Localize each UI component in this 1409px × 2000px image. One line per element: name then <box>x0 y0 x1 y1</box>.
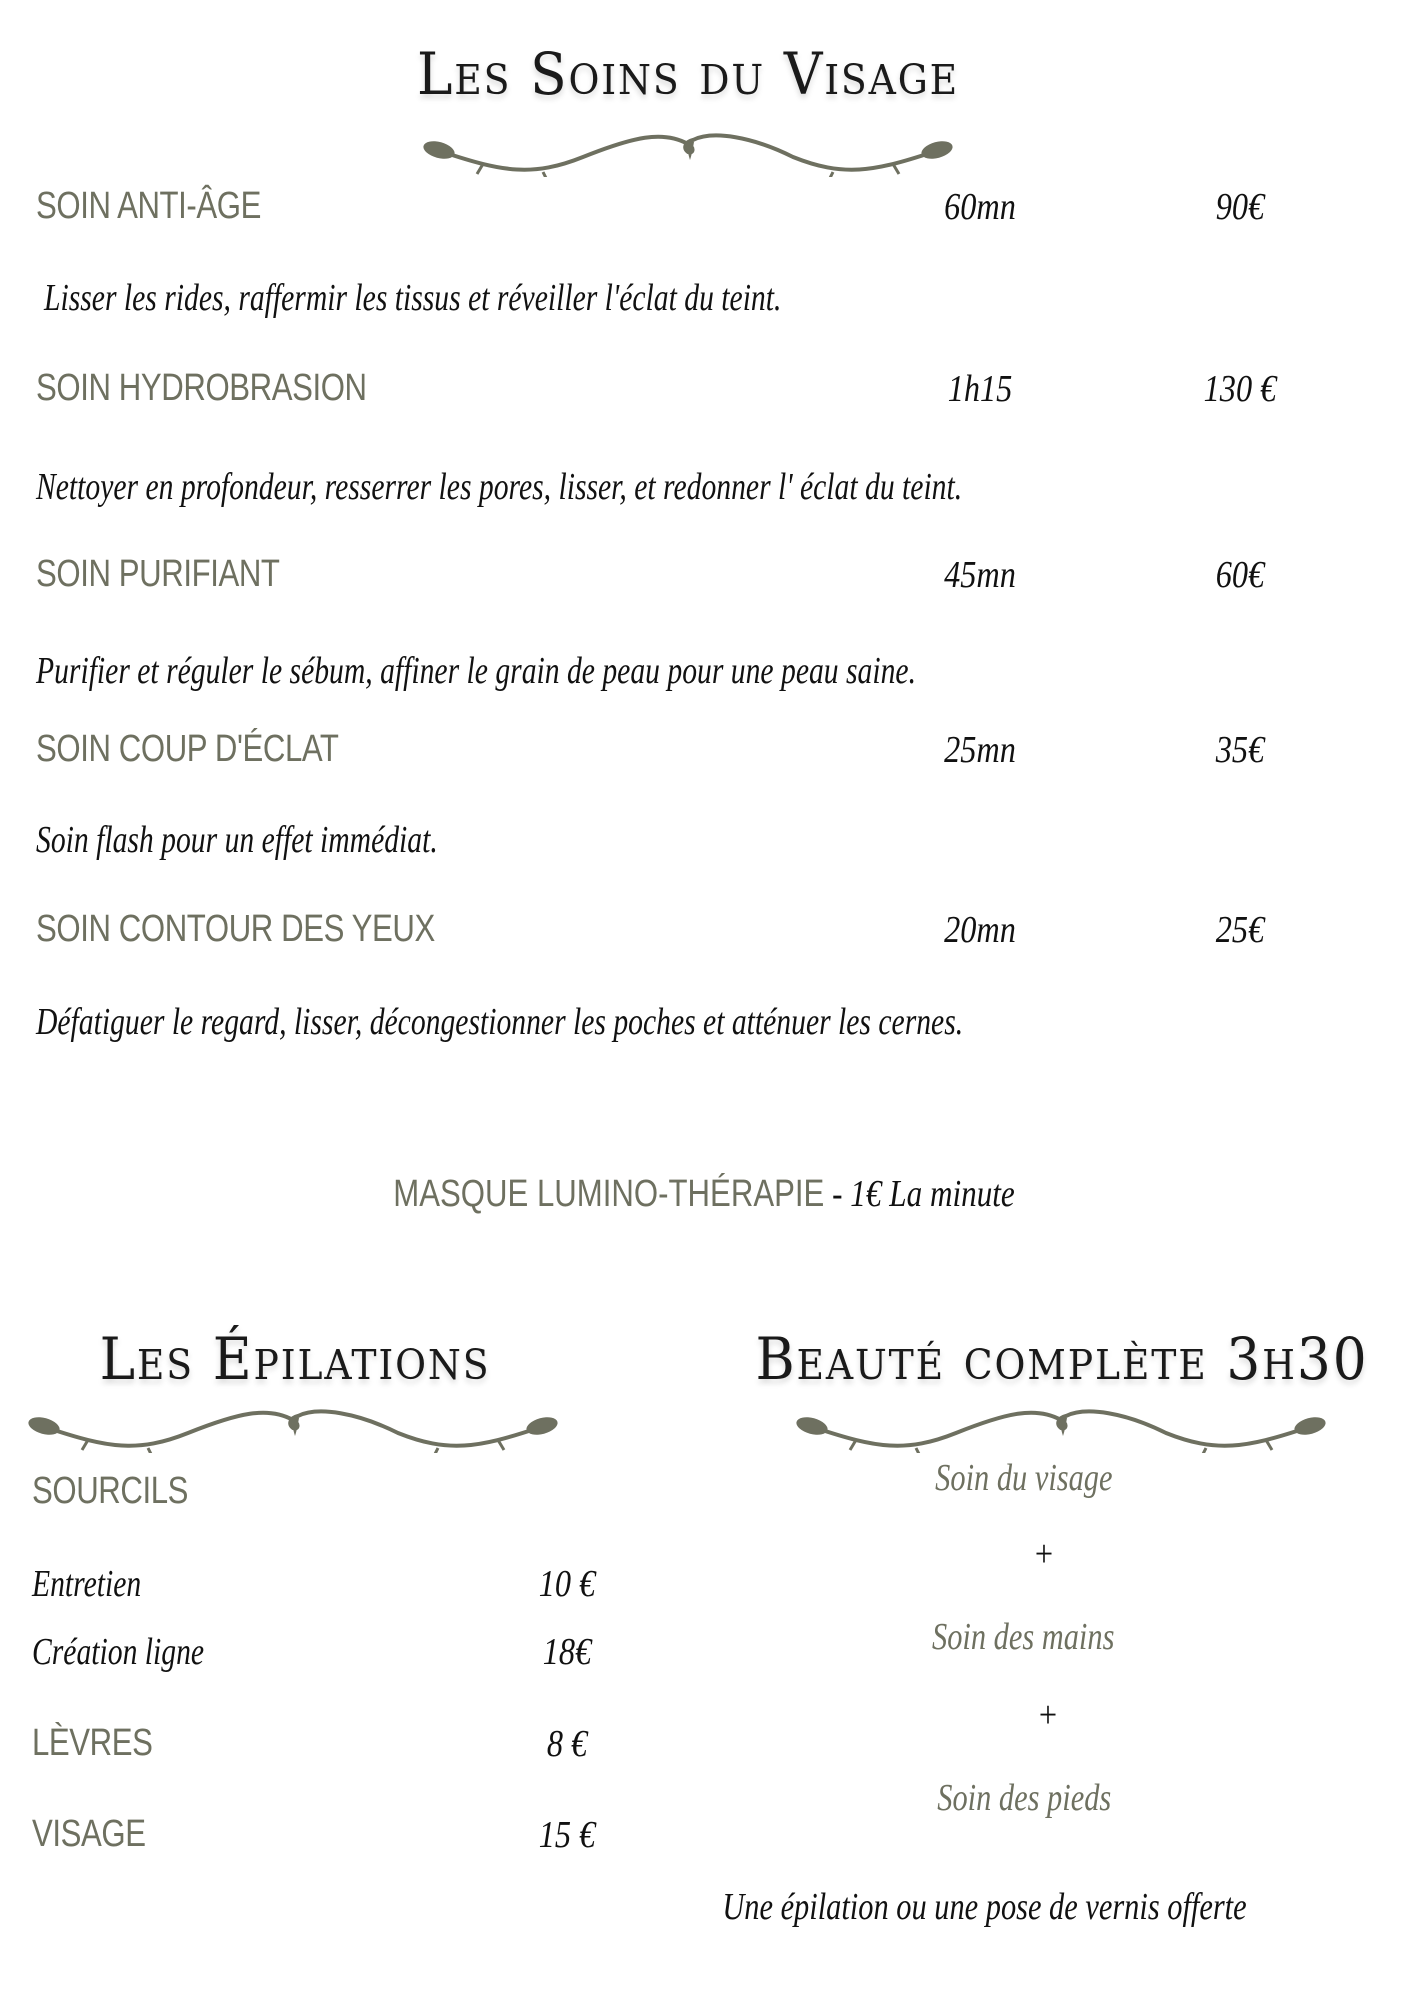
facial-item-name: SOIN HYDROBRASION <box>36 367 367 409</box>
waxing-category-visage: VISAGE <box>32 1813 146 1855</box>
waxing-item-name: Entretien <box>32 1563 142 1605</box>
complete-line-hands: Soin des mains <box>932 1616 1115 1658</box>
complete-title: Beauté complète 3h30 <box>755 1325 1369 1393</box>
facial-item-price: 35€ <box>1215 729 1265 771</box>
complete-offer: Une épilation ou une pose de vernis offerte <box>722 1886 1247 1928</box>
waxing-item-price: 10 € <box>538 1563 596 1605</box>
plus-sign: + <box>1034 1533 1054 1575</box>
ornament-divider <box>423 132 955 177</box>
mask-line <box>393 1172 1015 1216</box>
mask-name: MASQUE LUMINO-THÉRAPIE <box>393 1173 825 1215</box>
waxing-title: Les Épilations <box>99 1325 491 1393</box>
facial-item-description: Nettoyer en profondeur, resserrer les pores, lisser, et redonner l' éclat du teint. <box>36 466 963 508</box>
complete-line-facial: Soin du visage <box>935 1457 1113 1499</box>
waxing-item-price: 18€ <box>542 1631 592 1673</box>
facial-item-price: 90€ <box>1215 186 1265 228</box>
facial-item-name: SOIN COUP D'ÉCLAT <box>36 728 339 770</box>
facial-item-name: SOIN ANTI-ÂGE <box>36 185 261 227</box>
facial-item-description: Soin flash pour un effet immédiat. <box>36 819 438 861</box>
facial-item-duration: 25mn <box>944 729 1016 771</box>
facial-item-duration: 45mn <box>944 554 1016 596</box>
facial-item-name: SOIN CONTOUR DES YEUX <box>36 908 435 950</box>
facial-item-duration: 20mn <box>944 909 1016 951</box>
facial-item-description: Défatiguer le regard, lisser, décongestionner les poches et atténuer les cernes. <box>36 1001 964 1043</box>
facial-item-price: 130 € <box>1203 368 1277 410</box>
waxing-item-name: Création ligne <box>32 1631 205 1673</box>
waxing-visage-price: 15 € <box>538 1814 596 1856</box>
facial-item-price: 25€ <box>1215 909 1265 951</box>
facial-item-name: SOIN PURIFIANT <box>36 553 280 595</box>
facial-item-duration: 1h15 <box>947 368 1013 410</box>
ornament-divider <box>796 1408 1328 1453</box>
facial-item-description: Purifier et réguler le sébum, affiner le grain de peau pour une peau saine. <box>36 650 916 692</box>
waxing-levres-price: 8 € <box>546 1723 588 1765</box>
ornament-divider <box>28 1408 560 1453</box>
plus-sign: + <box>1038 1694 1058 1736</box>
waxing-category-levres: LÈVRES <box>32 1722 153 1764</box>
facial-item-duration: 60mn <box>944 186 1016 228</box>
facial-item-description: Lisser les rides, raffermir les tissus et réveiller l'éclat du teint. <box>44 277 782 319</box>
complete-line-feet: Soin des pieds <box>937 1777 1112 1819</box>
waxing-category-sourcils: SOURCILS <box>32 1470 189 1512</box>
facial-item-price: 60€ <box>1215 554 1265 596</box>
facial-title: Les Soins du Visage <box>416 40 960 108</box>
mask-price: - 1€ La minute <box>824 1173 1015 1215</box>
